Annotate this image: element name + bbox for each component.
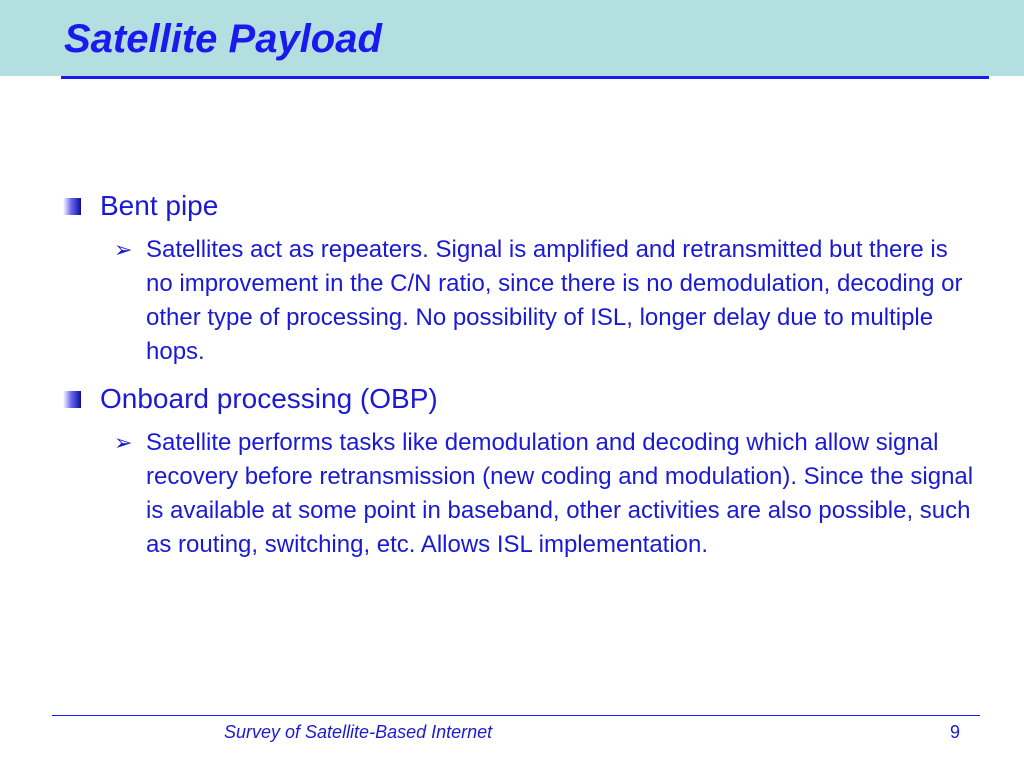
slide-title: Satellite Payload: [64, 17, 382, 61]
footer-title: Survey of Satellite-Based Internet: [224, 722, 493, 742]
bullet-heading: Bent pipe: [100, 190, 219, 221]
bullet-heading: Onboard processing (OBP): [100, 383, 438, 414]
sub-bullet-text: Satellite performs tasks like demodulation and decoding which allow signal recovery before retransmission (new coding and modulation). Since the signal is available at some point in baseband, other activities are also possible, such as routing, switching, etc. Allows ISL implementation.: [146, 429, 974, 558]
gradient-square-bullet-icon: [63, 198, 81, 215]
footer-divider: [52, 715, 980, 716]
arrow-bullet-icon: ➢: [114, 237, 133, 262]
gradient-square-bullet-icon: [63, 391, 81, 408]
arrow-bullet-icon: ➢: [114, 430, 133, 455]
sub-bullet-text: Satellites act as repeaters. Signal is amplified and retransmitted but there is no improvement in the C/N ratio, since there is no demodulation, decoding or other type of processing. No possibility of ISL, longer delay due to multiple hops.: [146, 236, 963, 365]
page-number: 9: [950, 722, 961, 742]
